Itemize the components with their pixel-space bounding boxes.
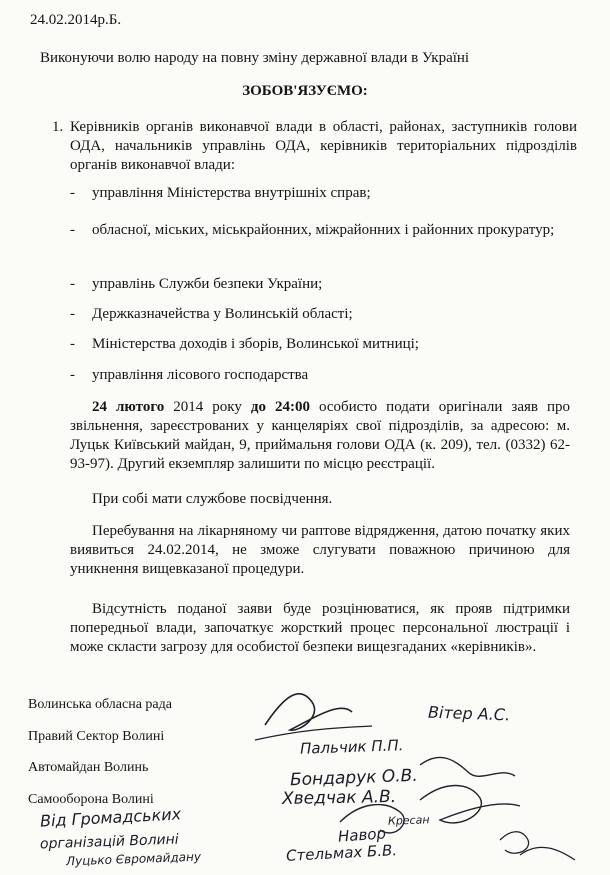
absence-text: Відсутність поданої заяви буде розцінюватися, як прояв підтримки попередньої влади, започаткує жорсткий процес персональної люстрації і може скласти загрозу для особистої безпеки вищезгаданих «керівників». bbox=[70, 601, 570, 655]
sick-text: Перебування на лікарняному чи раптове відрядження, датою початку яких виявиться 24.02.2014, не зможе слугувати поважною причиною для уникнення вищевказаної процедури. bbox=[70, 523, 570, 577]
handwritten-name-4: Хведчак А.В. bbox=[281, 787, 397, 809]
org-automaidan: Автомайдан Волинь bbox=[28, 760, 149, 775]
handwritten-name-5: Кресан bbox=[387, 813, 430, 828]
sub-item-text: управління лісового господарства bbox=[92, 367, 309, 383]
handwritten-civic-2: організацій Волині bbox=[39, 831, 179, 853]
sub-item-dash: - bbox=[70, 222, 75, 238]
sub-item-dash: - bbox=[70, 336, 75, 352]
deadline-rest: особисто подати оригінали заяв про звільнення, зареєстрованих у канцеляріях свої підрозділів, за адресою: м. Луцьк Київський майдан, 9, приймальня голови ОДА (к. 209), тел. (0332) 62-93-97). Другий екземпляр залишити по місцю реєстрації. bbox=[70, 399, 571, 472]
sub-item bbox=[70, 305, 570, 324]
sub-item bbox=[70, 335, 570, 354]
sub-item-dash: - bbox=[70, 367, 75, 383]
handwritten-civic-1: Від Громадських bbox=[39, 804, 182, 831]
sub-item-text: управління Міністерства внутрішніх справ; bbox=[92, 185, 371, 201]
org-right-sector: Правий Сектор Волині bbox=[28, 729, 165, 744]
org-self-defense: Самооборона Волині bbox=[28, 792, 154, 807]
sub-item-text: управлінь Служби безпеки України; bbox=[92, 276, 323, 292]
handwritten-name-3: Бондарук О.В. bbox=[289, 765, 419, 791]
id-text: При собі мати службове посвідчення. bbox=[92, 491, 333, 507]
handwritten-name-6: Навор bbox=[337, 824, 387, 846]
sub-item bbox=[70, 275, 570, 294]
absence-paragraph bbox=[70, 600, 570, 657]
deadline-paragraph bbox=[70, 398, 570, 474]
handwritten-civic-3: Луцько Євромайдану bbox=[65, 849, 202, 869]
deadline-space bbox=[266, 399, 275, 415]
sub-item-text: Держказначейства у Волинській області; bbox=[92, 306, 353, 322]
signatures-area bbox=[0, 680, 610, 875]
intro-line: Виконуючи волю народу на повну зміну державної влади в Україні bbox=[40, 50, 470, 66]
handwritten-name-1: Вітер А.С. bbox=[427, 702, 511, 725]
document-date: 24.02.2014р.Б. bbox=[30, 12, 122, 28]
deadline-time: 24:00 bbox=[274, 399, 310, 415]
sub-item bbox=[70, 366, 570, 385]
handwritten-name-7: Стельмах Б.В. bbox=[285, 841, 398, 865]
document-heading: ЗОБОВ'ЯЗУЄМО: bbox=[242, 83, 368, 99]
sub-item bbox=[70, 221, 570, 240]
deadline-date: 24 лютого bbox=[92, 399, 165, 415]
item-1-number: 1. bbox=[52, 119, 64, 135]
sub-item-text: обласної, міських, міськрайонних, міжрайонних і районних прокуратур; bbox=[92, 222, 555, 238]
sub-item-dash: - bbox=[70, 306, 75, 322]
sub-item-dash: - bbox=[70, 276, 75, 292]
sub-item bbox=[70, 184, 570, 203]
handwritten-name-2: Пальчик П.П. bbox=[299, 736, 404, 758]
deadline-do: до bbox=[250, 399, 266, 415]
id-paragraph bbox=[70, 490, 570, 509]
sick-paragraph bbox=[70, 522, 570, 579]
deadline-year: 2014 року bbox=[164, 399, 251, 415]
item-1 bbox=[52, 118, 577, 175]
sub-item-text: Міністерства доходів і зборів, Волинської митниці; bbox=[92, 336, 419, 352]
sub-item-dash: - bbox=[70, 185, 75, 201]
item-1-text: Керівників органів виконавчої влади в області, районах, заступників голови ОДА, начальників управлінь ОДА, керівників територіальних підрозділів органів виконавчої влади: bbox=[70, 119, 577, 173]
org-volyn-council: Волинська обласна рада bbox=[28, 697, 172, 712]
